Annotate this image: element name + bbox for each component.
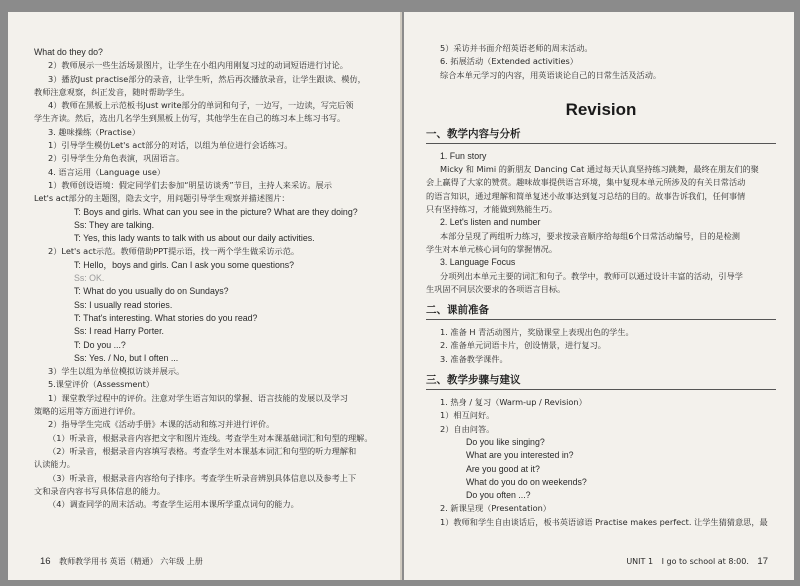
- text-line: 3）播放Just practise部分的录音，让学生听，然后再次播放录音，让学生跟读、模仿，: [48, 73, 366, 84]
- dialogue-line: Ss: I read Harry Porter.: [74, 326, 164, 337]
- left-page-footer: [34, 557, 203, 567]
- dialogue-line: Ss: OK.: [74, 273, 105, 284]
- dialogue-line: T: Yes, this lady wants to talk with us about our daily activities.: [74, 233, 315, 244]
- text-line: 3. 准备教学课件。: [440, 353, 508, 364]
- revision-title: Revision: [565, 99, 637, 119]
- section-heading: 4. 语言运用（Language use）: [48, 166, 166, 177]
- right-page: [404, 12, 794, 580]
- page-number: 17: [757, 556, 768, 567]
- section-rule: [426, 143, 776, 144]
- text-line: 2）指导学生完成《活动手册》本课的活动和练习并进行评价。: [48, 419, 275, 430]
- text-line: 认读能力。: [34, 459, 75, 470]
- text-line: 4）教师在黑板上示范板书Just write部分的单词和句子，一边写，一边读，写完后领: [48, 100, 354, 111]
- text-line: 1. 热身 / 复习（Warm-up / Revision）: [440, 397, 587, 408]
- text-line: Let's act部分的主题图，隐去文字，用问题引导学生观察并描述图片：: [34, 193, 290, 204]
- dialogue-line: T: Hello，boys and girls. Can I ask you some questions?: [74, 259, 295, 270]
- text-line: 教师注意观察，纠正发音，随时帮助学生。: [34, 86, 190, 97]
- dialogue-line: T: That's interesting. What stories do you read?: [74, 312, 258, 323]
- book-title: 教师教学用书 英语（精通） 六年级 上册: [59, 557, 203, 566]
- text-line: 生巩固不同层次要求的各项语言目标。: [426, 283, 566, 294]
- text-line: 会上赢得了大家的赞赏。趣味故事提供语言环境，集中复现本单元所涉及的有关日常活动: [426, 177, 746, 188]
- text-line: 5）采访并书面介绍英语老师的周末活动。: [440, 43, 593, 53]
- text-line: 2）引导学生分角色表演，巩固语言。: [48, 153, 185, 164]
- section-title: 二、课前准备: [426, 304, 489, 317]
- subsection-heading: 2. Let's listen and number: [440, 217, 541, 228]
- text-line: 2）教师展示一些生活场景图片，让学生在小组内用刚复习过的动词短语进行讨论。: [48, 60, 348, 71]
- text-line: 2. 准备单元词语卡片，创设情景，进行复习。: [440, 340, 606, 351]
- dialogue-line: T: Boys and girls. What can you see in the picture? What are they doing?: [74, 206, 358, 217]
- dialogue-line: What are you interested in?: [466, 450, 574, 461]
- section-title: 一、教学内容与分析: [426, 127, 521, 140]
- dialogue-line: Ss: I usually read stories.: [74, 299, 173, 310]
- right-page-footer: [626, 557, 774, 567]
- text-line: 策略的运用等方面进行评价。: [34, 406, 141, 417]
- text-line: 1）相互问好。: [440, 410, 495, 421]
- section-heading: 5.课堂评价（Assessment）: [48, 379, 155, 390]
- section-title: 三、教学步骤与建议: [426, 374, 521, 387]
- dialogue-line: Do you often ...?: [466, 490, 531, 501]
- dialogue-line: T: What do you usually do on Sundays?: [74, 286, 229, 297]
- text-line: What do they do?: [34, 47, 103, 57]
- page-number: 16: [40, 556, 51, 567]
- section-rule: [426, 389, 776, 390]
- text-line: 本部分呈现了两组听力练习，要求按录音顺序给每组6个日常活动编号，目的是检测: [440, 230, 740, 241]
- text-line: 只有坚持练习，才能做到熟能生巧。: [426, 204, 558, 215]
- text-line: （4）调查同学的周末活动。考查学生运用本课所学重点词句的能力。: [48, 499, 299, 510]
- left-page: [8, 12, 402, 580]
- text-line: Micky 和 Mimi 的新朋友 Dancing Cat 通过每天认真坚持练习跳舞，最终在朋友们的聚: [440, 164, 759, 175]
- text-line: 文和录音内容书写具体信息的能力。: [34, 485, 166, 496]
- text-line: 1）教师和学生自由谈话后，板书英语谚语 Practise makes perfect. 让学生猜猜意思，最: [440, 516, 768, 527]
- section-heading: 2. 新课呈现（Presentation）: [440, 503, 551, 514]
- dialogue-line: T: Do you ...?: [74, 339, 126, 350]
- subsection-heading: 3. Language Focus: [440, 257, 516, 268]
- text-line: 学生对本单元核心词句的掌握情况。: [426, 243, 558, 254]
- dialogue-line: Are you good at it?: [466, 463, 540, 474]
- dialogue-line: Do you like singing?: [466, 436, 545, 447]
- section-heading: 6. 拓展活动（Extended activities）: [440, 56, 578, 67]
- text-line: 分项列出本单元主要的词汇和句子。教学中，教师可以通过设计丰富的活动，引导学: [440, 270, 743, 281]
- section-heading: 3. 趣味操练（Practise）: [48, 126, 141, 137]
- text-line: （2）听录音，根据录音内容填写表格。考查学生对本课基本词汇和句型的听力理解和: [48, 445, 357, 456]
- dialogue-line: What do you do on weekends?: [466, 476, 587, 487]
- unit-label: UNIT 1: [626, 557, 654, 566]
- text-line: 1. 准备 H 青活动图片，奖励课堂上表现出色的学生。: [440, 327, 634, 338]
- unit-title: I go to school at 8:00.: [661, 557, 749, 566]
- text-line: （3）听录音，根据录音内容给句子排序。考查学生听录音辨别具体信息以及参考上下: [48, 472, 357, 483]
- text-line: 学生齐读。然后，选出几名学生到黑板上仿写，其他学生在自己的练习本上练习书写。: [34, 113, 346, 124]
- text-line: 综合本单元学习的内容，用英语谈论自己的日常生活及活动。: [440, 69, 662, 80]
- dialogue-line: Ss: Yes. / No, but I often ...: [74, 352, 179, 363]
- text-line: 2）Let's act示范。教师借助PPT提示语，找一两个学生做采访示范。: [48, 246, 300, 257]
- subsection-heading: 1. Fun story: [440, 150, 487, 161]
- text-line: 1）课堂教学过程中的评价。注意对学生语言知识的掌握、语言技能的发展以及学习: [48, 392, 348, 403]
- text-line: 3）学生以组为单位模拟访谈并展示。: [48, 366, 185, 377]
- dialogue-line: Ss: They are talking.: [74, 219, 155, 230]
- text-line: 1）教师创设语境：假定同学们去参加“明星访谈秀”节目，主持人来采访。展示: [48, 179, 332, 190]
- text-line: 1）引导学生模仿Let's act部分的对话，以组为单位进行会话练习。: [48, 140, 293, 151]
- section-rule: [426, 319, 776, 320]
- text-line: 的语言知识，通过理解和简单复述小故事达到复习总结的目的。故事告诉我们，任何事情: [426, 190, 746, 201]
- text-line: 2）自由问答。: [440, 423, 495, 434]
- text-line: （1）听录音，根据录音内容把文字和图片连线。考查学生对本课基础词汇和句型的理解。: [48, 432, 373, 443]
